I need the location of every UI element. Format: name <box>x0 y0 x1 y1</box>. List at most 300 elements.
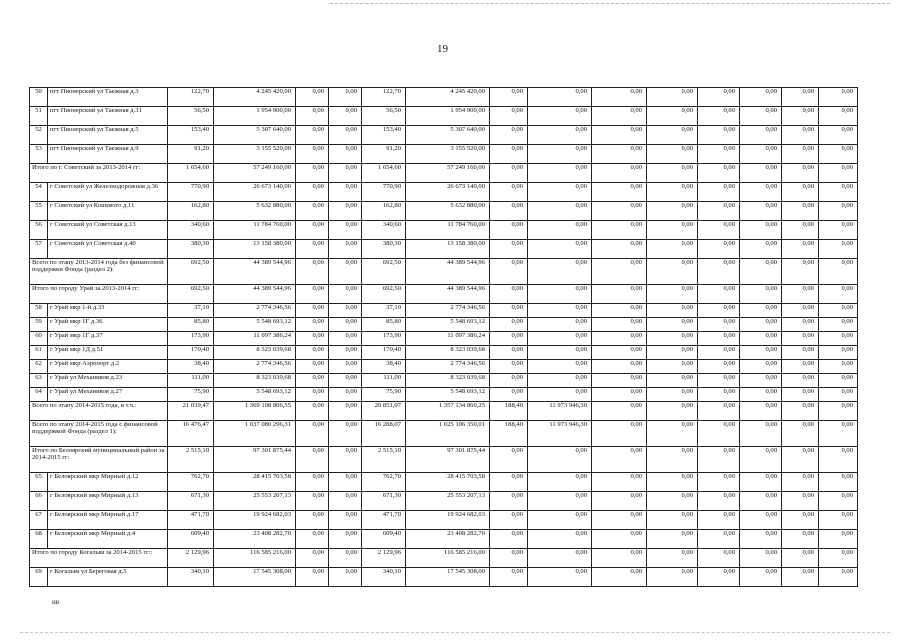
value-cell: 0,00 <box>592 318 647 332</box>
value-cell: 0,00 <box>592 107 647 126</box>
value-cell: 0,00 <box>490 126 528 145</box>
value-cell: 11 784 760,00 <box>214 221 296 240</box>
value-cell: 0,00 <box>698 568 740 587</box>
value-cell: 0,00 <box>819 183 858 202</box>
value-cell: 0,00 <box>296 126 329 145</box>
value-cell: 0,00 <box>329 421 362 447</box>
value-cell: 0,00 <box>329 568 362 587</box>
table-row <box>30 492 858 511</box>
value-cell: 0,00 <box>740 511 782 530</box>
value-cell: 0,00 <box>782 447 819 473</box>
value-cell: 0,00 <box>819 318 858 332</box>
value-cell: 0,00 <box>740 318 782 332</box>
value-cell: 0,00 <box>490 240 528 259</box>
value-cell: 0,00 <box>782 568 819 587</box>
value-cell: 0,00 <box>782 473 819 492</box>
value-cell: 0,00 <box>296 221 329 240</box>
value-cell: 0,00 <box>296 318 329 332</box>
value-cell: 0,00 <box>647 374 698 388</box>
value-cell: 0,00 <box>819 421 858 447</box>
value-cell: 116 585 216,00 <box>214 549 296 568</box>
value-cell: 0,00 <box>647 318 698 332</box>
value-cell: 0,00 <box>490 332 528 346</box>
value-cell: 0,00 <box>819 164 858 183</box>
value-cell: 0,00 <box>296 402 329 421</box>
value-cell: 0,00 <box>647 164 698 183</box>
value-cell: 0,00 <box>698 374 740 388</box>
value-cell: 0,00 <box>782 549 819 568</box>
value-cell: 153,40 <box>362 126 406 145</box>
value-cell: 0,00 <box>329 304 362 318</box>
value-cell: 0,00 <box>592 530 647 549</box>
value-cell: 0,00 <box>647 346 698 360</box>
value-cell: 770,90 <box>168 183 214 202</box>
value-cell: 0,00 <box>782 221 819 240</box>
value-cell: 25 553 207,13 <box>214 492 296 511</box>
value-cell: 0,00 <box>296 530 329 549</box>
row-number-cell: 64 <box>30 388 48 402</box>
value-cell: 0,00 <box>490 285 528 304</box>
value-cell: 0,00 <box>647 259 698 285</box>
value-cell: 0,00 <box>329 447 362 473</box>
row-number-cell: 62 <box>30 360 48 374</box>
value-cell: 0,00 <box>296 88 329 107</box>
address-cell: г Белоярский мкр Мирный д.12 <box>48 473 168 492</box>
value-cell: 0,00 <box>647 240 698 259</box>
value-cell: 0,00 <box>592 304 647 318</box>
row-number-cell: 65 <box>30 473 48 492</box>
value-cell: 0,00 <box>490 549 528 568</box>
total-row <box>30 259 858 285</box>
value-cell: 0,00 <box>592 285 647 304</box>
value-cell: 0,00 <box>647 447 698 473</box>
table-row <box>30 530 858 549</box>
value-cell: 0,00 <box>296 447 329 473</box>
value-cell: 13 158 380,00 <box>406 240 490 259</box>
value-cell: 0,00 <box>296 183 329 202</box>
address-cell: пгт Пионерский ул Таежная д.3 <box>48 88 168 107</box>
value-cell: 0,00 <box>296 107 329 126</box>
value-cell: 0,00 <box>329 388 362 402</box>
value-cell: 188,40 <box>490 421 528 447</box>
value-cell: 0,00 <box>329 285 362 304</box>
value-cell: 0,00 <box>490 388 528 402</box>
value-cell: 0,00 <box>329 164 362 183</box>
value-cell: 0,00 <box>296 492 329 511</box>
value-cell: 0,00 <box>329 530 362 549</box>
value-cell: 75,90 <box>168 388 214 402</box>
value-cell: 1 357 134 860,25 <box>406 402 490 421</box>
address-cell: г Урай ул Механиков д.23 <box>48 374 168 388</box>
value-cell: 0,00 <box>647 421 698 447</box>
value-cell: 3 155 520,00 <box>214 145 296 164</box>
value-cell: 340,60 <box>362 221 406 240</box>
value-cell: 0,00 <box>782 388 819 402</box>
value-cell: 0,00 <box>647 492 698 511</box>
value-cell: 0,00 <box>296 473 329 492</box>
value-cell: 0,00 <box>329 511 362 530</box>
value-cell: 0,00 <box>740 473 782 492</box>
value-cell: 25 553 207,13 <box>406 492 490 511</box>
value-cell: 37,10 <box>168 304 214 318</box>
value-cell: 0,00 <box>490 304 528 318</box>
value-cell: 0,00 <box>528 388 592 402</box>
value-cell: 0,00 <box>490 568 528 587</box>
value-cell: 0,00 <box>782 259 819 285</box>
value-cell: 122,70 <box>168 88 214 107</box>
value-cell: 0,00 <box>528 346 592 360</box>
total-label-cell: Итого по городу Урай за 2013-2014 гг: <box>30 285 168 304</box>
address-cell: пгт Пионерский ул Таежная д.31 <box>48 107 168 126</box>
table-row <box>30 332 858 346</box>
value-cell: 0,00 <box>782 107 819 126</box>
value-cell: 0,00 <box>782 346 819 360</box>
row-number-cell: 52 <box>30 126 48 145</box>
value-cell: 0,00 <box>329 360 362 374</box>
value-cell: 0,00 <box>592 374 647 388</box>
value-cell: 0,00 <box>698 346 740 360</box>
value-cell: 0,00 <box>490 164 528 183</box>
row-number-cell: 61 <box>30 346 48 360</box>
value-cell: 0,00 <box>782 421 819 447</box>
value-cell: 1 369 108 806,55 <box>214 402 296 421</box>
total-label-cell: Всего по этапу 2014-2015 года, в т.ч.: <box>30 402 168 421</box>
value-cell: 38,40 <box>168 360 214 374</box>
total-label-cell: Итого по г. Советский за 2013-2014 гг: <box>30 164 168 183</box>
value-cell: 0,00 <box>698 126 740 145</box>
value-cell: 0,00 <box>528 332 592 346</box>
value-cell: 0,00 <box>647 285 698 304</box>
total-row <box>30 402 858 421</box>
value-cell: 0,00 <box>329 240 362 259</box>
value-cell: 0,00 <box>782 240 819 259</box>
value-cell: 0,00 <box>782 332 819 346</box>
value-cell: 11 784 760,00 <box>406 221 490 240</box>
value-cell: 0,00 <box>819 88 858 107</box>
value-cell: 0,00 <box>698 318 740 332</box>
value-cell: 0,00 <box>647 511 698 530</box>
table-row <box>30 304 858 318</box>
value-cell: 0,00 <box>592 259 647 285</box>
value-cell: 0,00 <box>819 374 858 388</box>
total-row <box>30 285 858 304</box>
value-cell: 0,00 <box>592 88 647 107</box>
value-cell: 0,00 <box>698 285 740 304</box>
value-cell: 85,80 <box>362 318 406 332</box>
value-cell: 0,00 <box>296 374 329 388</box>
value-cell: 0,00 <box>698 221 740 240</box>
value-cell: 0,00 <box>528 221 592 240</box>
value-cell: 0,00 <box>296 511 329 530</box>
scan-artifact-bottom <box>20 632 890 633</box>
value-cell: 692,50 <box>362 285 406 304</box>
value-cell: 0,00 <box>329 221 362 240</box>
value-cell: 91,20 <box>168 145 214 164</box>
row-number-cell: 51 <box>30 107 48 126</box>
address-cell: пгт Пионерский ул Таежная д.9 <box>48 145 168 164</box>
value-cell: 0,00 <box>647 360 698 374</box>
value-cell: 0,00 <box>698 107 740 126</box>
value-cell: 0,00 <box>819 346 858 360</box>
value-cell: 0,00 <box>782 183 819 202</box>
value-cell: 0,00 <box>819 447 858 473</box>
address-cell: г Советский ул Кошевого д.11 <box>48 202 168 221</box>
value-cell: 0,00 <box>782 402 819 421</box>
value-cell: 4 245 420,00 <box>406 88 490 107</box>
value-cell: 1 025 106 350,01 <box>406 421 490 447</box>
value-cell: 0,00 <box>698 164 740 183</box>
row-number-cell: 67 <box>30 511 48 530</box>
value-cell: 5 307 640,00 <box>214 126 296 145</box>
value-cell: 0,00 <box>819 473 858 492</box>
value-cell: 0,00 <box>592 221 647 240</box>
total-label-cell: Всего по этапу 2014-2015 года с финансовой поддержкой Фонда (раздел 1): <box>30 421 168 447</box>
value-cell: 0,00 <box>819 304 858 318</box>
row-number-cell: 54 <box>30 183 48 202</box>
value-cell: 471,70 <box>362 511 406 530</box>
value-cell: 44 389 544,96 <box>406 285 490 304</box>
table-row <box>30 360 858 374</box>
value-cell: 28 415 703,58 <box>214 473 296 492</box>
value-cell: 2 774 346,56 <box>214 360 296 374</box>
value-cell: 0,00 <box>740 145 782 164</box>
value-cell: 0,00 <box>490 473 528 492</box>
value-cell: 0,00 <box>647 530 698 549</box>
value-cell: 0,00 <box>490 511 528 530</box>
value-cell: 11 973 946,30 <box>528 421 592 447</box>
value-cell: 19 924 682,03 <box>214 511 296 530</box>
address-cell: г Советский ул Советская д.40 <box>48 240 168 259</box>
value-cell: 0,00 <box>698 202 740 221</box>
value-cell: 0,00 <box>592 346 647 360</box>
value-cell: 0,00 <box>296 240 329 259</box>
value-cell: 0,00 <box>698 492 740 511</box>
value-cell: 0,00 <box>782 492 819 511</box>
value-cell: 5 548 693,12 <box>214 318 296 332</box>
value-cell: 173,90 <box>168 332 214 346</box>
value-cell: 188,40 <box>490 402 528 421</box>
value-cell: 75,90 <box>362 388 406 402</box>
value-cell: 0,00 <box>528 568 592 587</box>
value-cell: 5 307 640,00 <box>406 126 490 145</box>
value-cell: 762,70 <box>362 473 406 492</box>
value-cell: 0,00 <box>782 318 819 332</box>
value-cell: 0,00 <box>819 388 858 402</box>
value-cell: 91,20 <box>362 145 406 164</box>
value-cell: 0,00 <box>528 259 592 285</box>
row-number-cell: 57 <box>30 240 48 259</box>
row-number-cell: 63 <box>30 374 48 388</box>
value-cell: 770,90 <box>362 183 406 202</box>
value-cell: 0,00 <box>647 388 698 402</box>
row-number-cell: 68 <box>30 530 48 549</box>
value-cell: 0,00 <box>490 107 528 126</box>
value-cell: 19 924 682,03 <box>406 511 490 530</box>
table-row <box>30 346 858 360</box>
value-cell: 116 585 216,00 <box>406 549 490 568</box>
value-cell: 0,00 <box>528 145 592 164</box>
value-cell: 0,00 <box>592 388 647 402</box>
value-cell: 671,30 <box>362 492 406 511</box>
value-cell: 0,00 <box>329 259 362 285</box>
value-cell: 111,00 <box>362 374 406 388</box>
value-cell: 2 129,96 <box>168 549 214 568</box>
value-cell: 28 415 703,58 <box>406 473 490 492</box>
value-cell: 111,00 <box>168 374 214 388</box>
value-cell: 1 654,60 <box>362 164 406 183</box>
value-cell: 0,00 <box>698 421 740 447</box>
value-cell: 0,00 <box>740 530 782 549</box>
value-cell: 2 774 346,56 <box>406 360 490 374</box>
value-cell: 0,00 <box>782 511 819 530</box>
value-cell: 340,60 <box>168 221 214 240</box>
value-cell: 44 389 544,96 <box>214 259 296 285</box>
value-cell: 5 632 880,00 <box>214 202 296 221</box>
table-row <box>30 374 858 388</box>
value-cell: 0,00 <box>528 374 592 388</box>
table-row <box>30 145 858 164</box>
value-cell: 0,00 <box>698 332 740 346</box>
value-cell: 0,00 <box>329 332 362 346</box>
total-label-cell: Итого по Белоярский муниципальный район за 2014-2015 гг: <box>30 447 168 473</box>
value-cell: 0,00 <box>819 240 858 259</box>
table-row <box>30 511 858 530</box>
value-cell: 2 515,10 <box>168 447 214 473</box>
value-cell: 1 954 900,00 <box>214 107 296 126</box>
value-cell: 2 774 346,56 <box>406 304 490 318</box>
value-cell: 0,00 <box>819 107 858 126</box>
value-cell: 0,00 <box>329 88 362 107</box>
value-cell: 0,00 <box>698 240 740 259</box>
value-cell: 17 545 308,00 <box>214 568 296 587</box>
value-cell: 97 301 875,44 <box>406 447 490 473</box>
value-cell: 0,00 <box>329 202 362 221</box>
value-cell: 0,00 <box>740 285 782 304</box>
value-cell: 97 301 875,44 <box>214 447 296 473</box>
value-cell: 170,40 <box>362 346 406 360</box>
row-number-cell: 53 <box>30 145 48 164</box>
value-cell: 44 389 544,96 <box>214 285 296 304</box>
value-cell: 0,00 <box>329 107 362 126</box>
row-number-cell: 50 <box>30 88 48 107</box>
value-cell: 0,00 <box>647 183 698 202</box>
value-cell: 0,00 <box>740 221 782 240</box>
value-cell: 0,00 <box>740 568 782 587</box>
value-cell: 0,00 <box>819 259 858 285</box>
value-cell: 0,00 <box>819 285 858 304</box>
value-cell: 0,00 <box>329 549 362 568</box>
value-cell: 0,00 <box>528 511 592 530</box>
footer-mark: нв <box>52 598 60 606</box>
value-cell: 0,00 <box>740 388 782 402</box>
row-number-cell: 58 <box>30 304 48 318</box>
address-cell: г Урай мкр 1Д д.51 <box>48 346 168 360</box>
value-cell: 0,00 <box>592 202 647 221</box>
value-cell: 0,00 <box>782 304 819 318</box>
value-cell: 380,30 <box>168 240 214 259</box>
table-row <box>30 568 858 587</box>
value-cell: 0,00 <box>740 360 782 374</box>
value-cell: 0,00 <box>819 402 858 421</box>
value-cell: 609,40 <box>362 530 406 549</box>
value-cell: 0,00 <box>782 145 819 164</box>
value-cell: 0,00 <box>329 145 362 164</box>
value-cell: 5 548 693,12 <box>406 318 490 332</box>
table-row <box>30 473 858 492</box>
value-cell: 38,40 <box>362 360 406 374</box>
value-cell: 4 245 420,00 <box>214 88 296 107</box>
value-cell: 170,40 <box>168 346 214 360</box>
value-cell: 173,90 <box>362 332 406 346</box>
value-cell: 0,00 <box>698 447 740 473</box>
value-cell: 0,00 <box>740 332 782 346</box>
value-cell: 0,00 <box>490 374 528 388</box>
value-cell: 671,30 <box>168 492 214 511</box>
value-cell: 0,00 <box>528 447 592 473</box>
value-cell: 0,00 <box>592 447 647 473</box>
value-cell: 0,00 <box>296 259 329 285</box>
value-cell: 0,00 <box>698 549 740 568</box>
value-cell: 8 323 039,68 <box>214 346 296 360</box>
value-cell: 0,00 <box>740 304 782 318</box>
value-cell: 0,00 <box>740 259 782 285</box>
value-cell: 0,00 <box>296 145 329 164</box>
value-cell: 21 039,47 <box>168 402 214 421</box>
value-cell: 0,00 <box>740 549 782 568</box>
value-cell: 8 323 039,68 <box>406 346 490 360</box>
address-cell: г Урай мкр 1Г д.37 <box>48 332 168 346</box>
address-cell: г Урай ул Механиков д.27 <box>48 388 168 402</box>
value-cell: 0,00 <box>528 107 592 126</box>
value-cell: 8 323 039,68 <box>214 374 296 388</box>
value-cell: 0,00 <box>698 360 740 374</box>
value-cell: 56,50 <box>168 107 214 126</box>
value-cell: 0,00 <box>698 511 740 530</box>
value-cell: 0,00 <box>528 318 592 332</box>
value-cell: 85,80 <box>168 318 214 332</box>
value-cell: 8 323 039,68 <box>406 374 490 388</box>
value-cell: 0,00 <box>490 202 528 221</box>
value-cell: 0,00 <box>592 568 647 587</box>
value-cell: 0,00 <box>329 346 362 360</box>
value-cell: 0,00 <box>782 88 819 107</box>
row-number-cell: 55 <box>30 202 48 221</box>
value-cell: 0,00 <box>782 374 819 388</box>
value-cell: 0,00 <box>698 145 740 164</box>
value-cell: 0,00 <box>592 473 647 492</box>
value-cell: 0,00 <box>647 304 698 318</box>
value-cell: 0,00 <box>698 183 740 202</box>
scan-artifact-top <box>330 3 890 4</box>
value-cell: 0,00 <box>819 221 858 240</box>
total-label-cell: Всего по этапу 2013-2014 года без финансовой поддержки Фонда (раздел 2): <box>30 259 168 285</box>
value-cell: 0,00 <box>528 530 592 549</box>
value-cell: 0,00 <box>647 402 698 421</box>
value-cell: 0,00 <box>819 549 858 568</box>
value-cell: 0,00 <box>782 164 819 183</box>
row-number-cell: 59 <box>30 318 48 332</box>
value-cell: 162,80 <box>168 202 214 221</box>
value-cell: 0,00 <box>329 126 362 145</box>
value-cell: 0,00 <box>296 346 329 360</box>
value-cell: 0,00 <box>698 402 740 421</box>
table-row <box>30 221 858 240</box>
value-cell: 57 249 160,00 <box>406 164 490 183</box>
value-cell: 0,00 <box>296 285 329 304</box>
value-cell: 153,40 <box>168 126 214 145</box>
value-cell: 0,00 <box>740 183 782 202</box>
value-cell: 17 545 308,00 <box>406 568 490 587</box>
